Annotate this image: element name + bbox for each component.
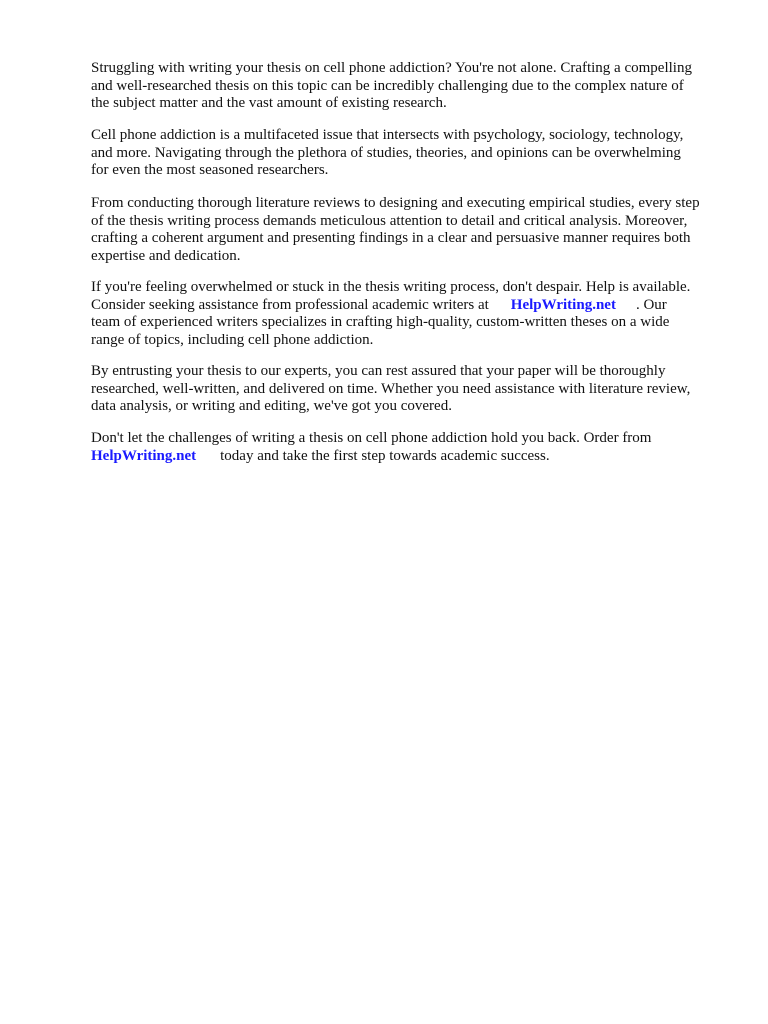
text-line: From conducting thorough literature reviews to designing and executing empirical studies, every step [91, 195, 700, 211]
text-line: expertise and dedication. [91, 247, 241, 264]
helpwriting-link[interactable]: HelpWriting.net [91, 447, 197, 464]
text-line: for even the most seasoned researchers. [91, 162, 329, 178]
text-line: of the thesis writing process demands meticulous attention to detail and critical analysis. Moreover, [91, 212, 688, 229]
text-line: data analysis, or writing and editing, we've got you covered. [91, 398, 452, 414]
text-segment: Consider seeking assistance from professional academic writers at [91, 296, 489, 313]
text-line: researched, well-written, and delivered on time. Whether you need assistance with literature review, [91, 380, 691, 397]
text-line [91, 297, 731, 315]
text-line: By entrusting your thesis to our experts, you can rest assured that your paper will be thoroughly [91, 363, 666, 379]
paragraph-experts [91, 363, 731, 416]
text-line: the subject matter and the vast amount of existing research. [91, 95, 447, 111]
paragraph-order [91, 430, 731, 465]
paragraph-process [91, 195, 731, 265]
text-line: If you're feeling overwhelmed or stuck in the thesis writing process, don't despair. Help is available. [91, 279, 691, 295]
text-segment: . Our [635, 296, 667, 313]
text-line: Don't let the challenges of writing a thesis on cell phone addiction hold you back. Order from [91, 430, 652, 446]
text-line: crafting a coherent argument and presenting findings in a clear and persuasive manner requires both [91, 230, 691, 246]
paragraph-multifaceted [91, 127, 731, 180]
text-line: range of topics, including cell phone addiction. [91, 331, 374, 348]
text-line: Struggling with writing your thesis on cell phone addiction? You're not alone. Crafting a compelling [91, 60, 692, 76]
paragraph-help [91, 279, 731, 349]
text-line: team of experienced writers specializes in crafting high-quality, custom-written theses on a wide [91, 314, 670, 330]
text-line: Cell phone addiction is a multifaceted issue that intersects with psychology, sociology, technology, [91, 127, 684, 143]
helpwriting-link[interactable]: HelpWriting.net [510, 296, 616, 313]
text-segment: today and take the first step towards academic success. [220, 447, 550, 464]
text-line: and more. Navigating through the plethora of studies, theories, and opinions can be overwhelming [91, 144, 681, 161]
text-line [91, 448, 731, 466]
text-line: and well-researched thesis on this topic can be incredibly challenging due to the complex nature of [91, 77, 684, 94]
paragraph-intro [91, 60, 731, 113]
